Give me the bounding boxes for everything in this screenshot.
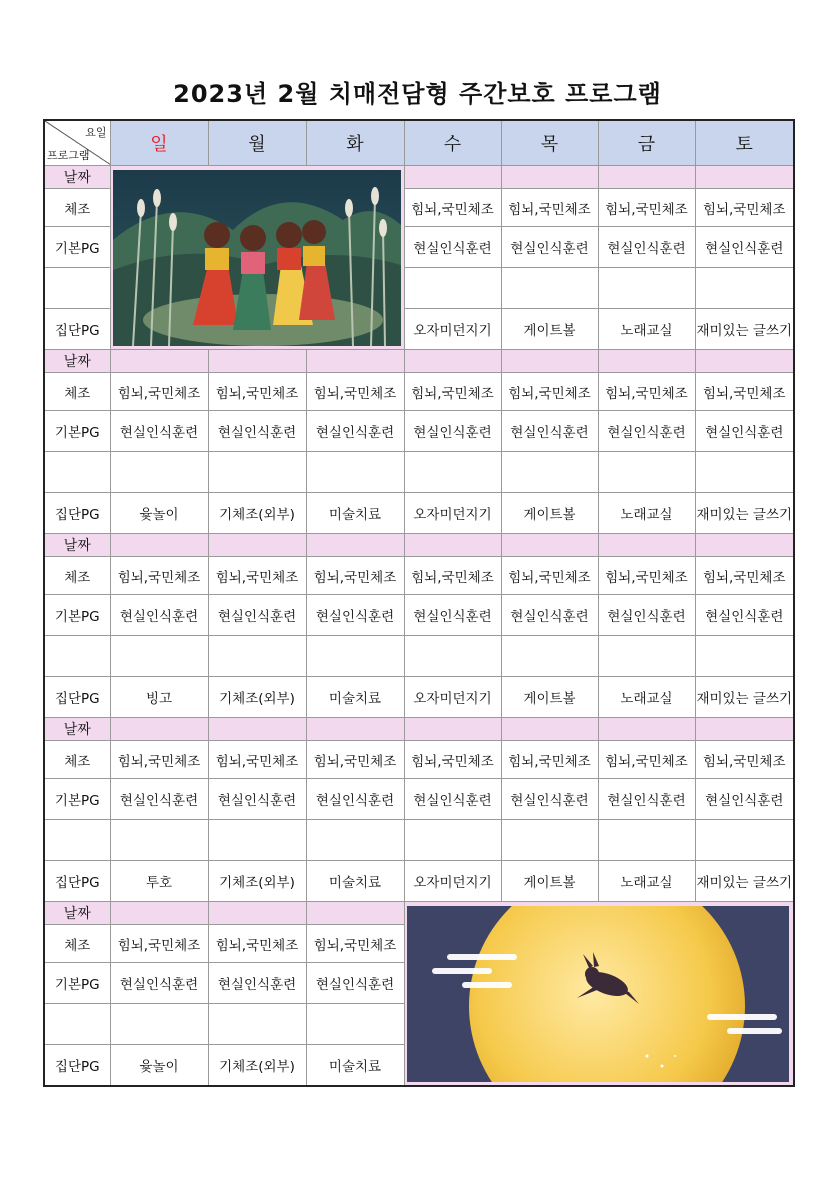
exercise-cell: 힘뇌,국민체조	[306, 557, 404, 595]
row-label-date: 날짜	[44, 718, 110, 741]
basic-cell: 현실인식훈련	[598, 411, 695, 452]
basic-cell: 현실인식훈련	[501, 227, 598, 268]
row-label-group: 집단PG	[44, 309, 110, 350]
exercise-cell: 힘뇌,국민체조	[695, 557, 794, 595]
empty-cell	[110, 1004, 208, 1045]
row-label-basic: 기본PG	[44, 411, 110, 452]
date-cell	[110, 902, 208, 925]
date-cell	[306, 350, 404, 373]
group-cell: 오자미던지기	[404, 309, 501, 350]
week-4-date-row	[44, 718, 794, 741]
date-cell	[695, 166, 794, 189]
row-label-date: 날짜	[44, 350, 110, 373]
group-cell: 투호	[110, 861, 208, 902]
date-cell	[695, 350, 794, 373]
exercise-cell: 힘뇌,국민체조	[598, 741, 695, 779]
empty-cell	[306, 820, 404, 861]
date-cell	[501, 534, 598, 557]
group-cell: 기체조(외부)	[208, 493, 306, 534]
week-3-basic-row	[44, 595, 794, 636]
date-cell	[306, 718, 404, 741]
date-cell	[306, 902, 404, 925]
empty-cell	[501, 452, 598, 493]
group-cell: 재미있는 글쓰기	[695, 493, 794, 534]
group-cell: 게이트볼	[501, 861, 598, 902]
date-cell	[695, 534, 794, 557]
group-cell: 기체조(외부)	[208, 861, 306, 902]
empty-cell	[306, 636, 404, 677]
row-label-basic: 기본PG	[44, 779, 110, 820]
group-cell: 기체조(외부)	[208, 677, 306, 718]
week-3-date-row	[44, 534, 794, 557]
group-cell: 미술치료	[306, 677, 404, 718]
empty-cell	[110, 636, 208, 677]
exercise-cell: 힘뇌,국민체조	[404, 741, 501, 779]
exercise-cell: 힘뇌,국민체조	[501, 189, 598, 227]
date-cell	[110, 718, 208, 741]
row-label-date: 날짜	[44, 534, 110, 557]
row-label-date: 날짜	[44, 166, 110, 189]
empty-cell	[208, 820, 306, 861]
group-cell: 오자미던지기	[404, 493, 501, 534]
date-cell	[598, 718, 695, 741]
header-monday: 월	[208, 120, 306, 166]
basic-cell: 현실인식훈련	[208, 411, 306, 452]
group-cell: 노래교실	[598, 677, 695, 718]
basic-cell: 현실인식훈련	[501, 411, 598, 452]
row-label-exercise: 체조	[44, 741, 110, 779]
week-4-basic-row	[44, 779, 794, 820]
exercise-cell: 힘뇌,국민체조	[306, 741, 404, 779]
group-cell: 미술치료	[306, 861, 404, 902]
empty-cell	[404, 268, 501, 309]
group-cell: 게이트볼	[501, 677, 598, 718]
empty-cell	[695, 636, 794, 677]
week-2-date-row	[44, 350, 794, 373]
people-dancing-in-circle-illustration	[113, 170, 401, 346]
week-4-group-row	[44, 861, 794, 902]
row-label-blank	[44, 452, 110, 493]
empty-cell	[306, 452, 404, 493]
page-title: 2023년 2월 치매전담형 주간보호 프로그램	[173, 80, 662, 108]
empty-cell	[404, 820, 501, 861]
date-cell	[208, 902, 306, 925]
empty-cell	[501, 820, 598, 861]
date-cell	[110, 350, 208, 373]
exercise-cell: 힘뇌,국민체조	[501, 373, 598, 411]
row-label-basic: 기본PG	[44, 963, 110, 1004]
empty-cell	[695, 268, 794, 309]
empty-cell	[695, 820, 794, 861]
empty-cell	[208, 1004, 306, 1045]
exercise-cell: 힘뇌,국민체조	[110, 925, 208, 963]
full-moon-rabbit-illustration	[407, 906, 789, 1082]
empty-cell	[306, 1004, 404, 1045]
basic-cell: 현실인식훈련	[404, 595, 501, 636]
row-label-group: 집단PG	[44, 1045, 110, 1087]
week-2-blank-row	[44, 452, 794, 493]
exercise-cell: 힘뇌,국민체조	[598, 557, 695, 595]
exercise-cell: 힘뇌,국민체조	[110, 557, 208, 595]
exercise-cell: 힘뇌,국민체조	[208, 925, 306, 963]
group-cell: 미술치료	[306, 1045, 404, 1087]
week-5-date-row	[44, 902, 794, 925]
empty-cell	[110, 820, 208, 861]
basic-cell: 현실인식훈련	[501, 595, 598, 636]
date-cell	[501, 166, 598, 189]
basic-cell: 현실인식훈련	[110, 595, 208, 636]
date-cell	[598, 350, 695, 373]
group-cell: 윷놀이	[110, 1045, 208, 1087]
exercise-cell: 힘뇌,국민체조	[598, 189, 695, 227]
illustration-cell-week1	[110, 166, 404, 350]
date-cell	[404, 166, 501, 189]
week-3-exercise-row	[44, 557, 794, 595]
empty-cell	[695, 452, 794, 493]
empty-cell	[110, 452, 208, 493]
corner-program-label: 프로그램	[47, 149, 90, 162]
date-cell	[208, 350, 306, 373]
corner-day-label: 요일	[85, 126, 107, 139]
row-label-blank	[44, 268, 110, 309]
basic-cell: 현실인식훈련	[306, 595, 404, 636]
basic-cell: 현실인식훈련	[306, 779, 404, 820]
group-cell: 노래교실	[598, 493, 695, 534]
basic-cell: 현실인식훈련	[695, 595, 794, 636]
exercise-cell: 힘뇌,국민체조	[110, 373, 208, 411]
empty-cell	[501, 268, 598, 309]
week-3-blank-row	[44, 636, 794, 677]
date-cell	[598, 166, 695, 189]
empty-cell	[404, 452, 501, 493]
row-label-exercise: 체조	[44, 373, 110, 411]
week-2-exercise-row	[44, 373, 794, 411]
exercise-cell: 힘뇌,국민체조	[110, 741, 208, 779]
basic-cell: 현실인식훈련	[501, 779, 598, 820]
exercise-cell: 힘뇌,국민체조	[695, 741, 794, 779]
basic-cell: 현실인식훈련	[110, 779, 208, 820]
illustration-cell-week5	[404, 902, 794, 1087]
exercise-cell: 힘뇌,국민체조	[695, 373, 794, 411]
basic-cell: 현실인식훈련	[208, 779, 306, 820]
exercise-cell: 힘뇌,국민체조	[501, 557, 598, 595]
basic-cell: 현실인식훈련	[695, 779, 794, 820]
row-label-exercise: 체조	[44, 557, 110, 595]
exercise-cell: 힘뇌,국민체조	[598, 373, 695, 411]
row-label-basic: 기본PG	[44, 227, 110, 268]
exercise-cell: 힘뇌,국민체조	[404, 189, 501, 227]
empty-cell	[208, 636, 306, 677]
basic-cell: 현실인식훈련	[110, 411, 208, 452]
empty-cell	[404, 636, 501, 677]
basic-cell: 현실인식훈련	[598, 227, 695, 268]
date-cell	[501, 350, 598, 373]
group-cell: 노래교실	[598, 861, 695, 902]
date-cell	[404, 350, 501, 373]
basic-cell: 현실인식훈련	[598, 779, 695, 820]
basic-cell: 현실인식훈련	[306, 963, 404, 1004]
group-cell: 재미있는 글쓰기	[695, 861, 794, 902]
basic-cell: 현실인식훈련	[598, 595, 695, 636]
empty-cell	[208, 452, 306, 493]
exercise-cell: 힘뇌,국민체조	[404, 373, 501, 411]
exercise-cell: 힘뇌,국민체조	[306, 373, 404, 411]
basic-cell: 현실인식훈련	[404, 227, 501, 268]
week-4-blank-row	[44, 820, 794, 861]
row-label-blank	[44, 820, 110, 861]
date-cell	[501, 718, 598, 741]
header-thursday: 목	[501, 120, 598, 166]
exercise-cell: 힘뇌,국민체조	[208, 741, 306, 779]
header-friday: 금	[598, 120, 695, 166]
basic-cell: 현실인식훈련	[695, 227, 794, 268]
date-cell	[208, 534, 306, 557]
group-cell: 게이트볼	[501, 493, 598, 534]
date-cell	[404, 718, 501, 741]
row-label-blank	[44, 636, 110, 677]
week-2-basic-row	[44, 411, 794, 452]
date-cell	[695, 718, 794, 741]
week-3-group-row	[44, 677, 794, 718]
week-4-exercise-row	[44, 741, 794, 779]
weekly-schedule-table	[43, 119, 795, 1087]
group-cell: 빙고	[110, 677, 208, 718]
row-label-group: 집단PG	[44, 677, 110, 718]
group-cell: 윷놀이	[110, 493, 208, 534]
empty-cell	[598, 636, 695, 677]
header-corner-cell	[44, 120, 110, 166]
basic-cell: 현실인식훈련	[306, 411, 404, 452]
group-cell: 재미있는 글쓰기	[695, 677, 794, 718]
empty-cell	[598, 452, 695, 493]
week-2-group-row	[44, 493, 794, 534]
basic-cell: 현실인식훈련	[110, 963, 208, 1004]
exercise-cell: 힘뇌,국민체조	[208, 557, 306, 595]
empty-cell	[598, 268, 695, 309]
basic-cell: 현실인식훈련	[695, 411, 794, 452]
header-sunday: 일	[110, 120, 208, 166]
row-label-blank	[44, 1004, 110, 1045]
basic-cell: 현실인식훈련	[404, 779, 501, 820]
row-label-group: 집단PG	[44, 861, 110, 902]
group-cell: 노래교실	[598, 309, 695, 350]
empty-cell	[501, 636, 598, 677]
row-label-exercise: 체조	[44, 189, 110, 227]
row-label-date: 날짜	[44, 902, 110, 925]
group-cell: 재미있는 글쓰기	[695, 309, 794, 350]
header-tuesday: 화	[306, 120, 404, 166]
date-cell	[306, 534, 404, 557]
exercise-cell: 힘뇌,국민체조	[695, 189, 794, 227]
row-label-basic: 기본PG	[44, 595, 110, 636]
date-cell	[598, 534, 695, 557]
header-saturday: 토	[695, 120, 794, 166]
date-cell	[208, 718, 306, 741]
row-label-exercise: 체조	[44, 925, 110, 963]
weekday-header-row	[44, 120, 794, 166]
exercise-cell: 힘뇌,국민체조	[306, 925, 404, 963]
date-cell	[110, 534, 208, 557]
group-cell: 게이트볼	[501, 309, 598, 350]
group-cell: 미술치료	[306, 493, 404, 534]
row-label-group: 집단PG	[44, 493, 110, 534]
group-cell: 오자미던지기	[404, 861, 501, 902]
week-1-date-row	[44, 166, 794, 189]
date-cell	[404, 534, 501, 557]
basic-cell: 현실인식훈련	[208, 595, 306, 636]
exercise-cell: 힘뇌,국민체조	[208, 373, 306, 411]
header-wednesday: 수	[404, 120, 501, 166]
group-cell: 기체조(외부)	[208, 1045, 306, 1087]
exercise-cell: 힘뇌,국민체조	[501, 741, 598, 779]
basic-cell: 현실인식훈련	[208, 963, 306, 1004]
basic-cell: 현실인식훈련	[404, 411, 501, 452]
exercise-cell: 힘뇌,국민체조	[404, 557, 501, 595]
group-cell: 오자미던지기	[404, 677, 501, 718]
empty-cell	[598, 820, 695, 861]
